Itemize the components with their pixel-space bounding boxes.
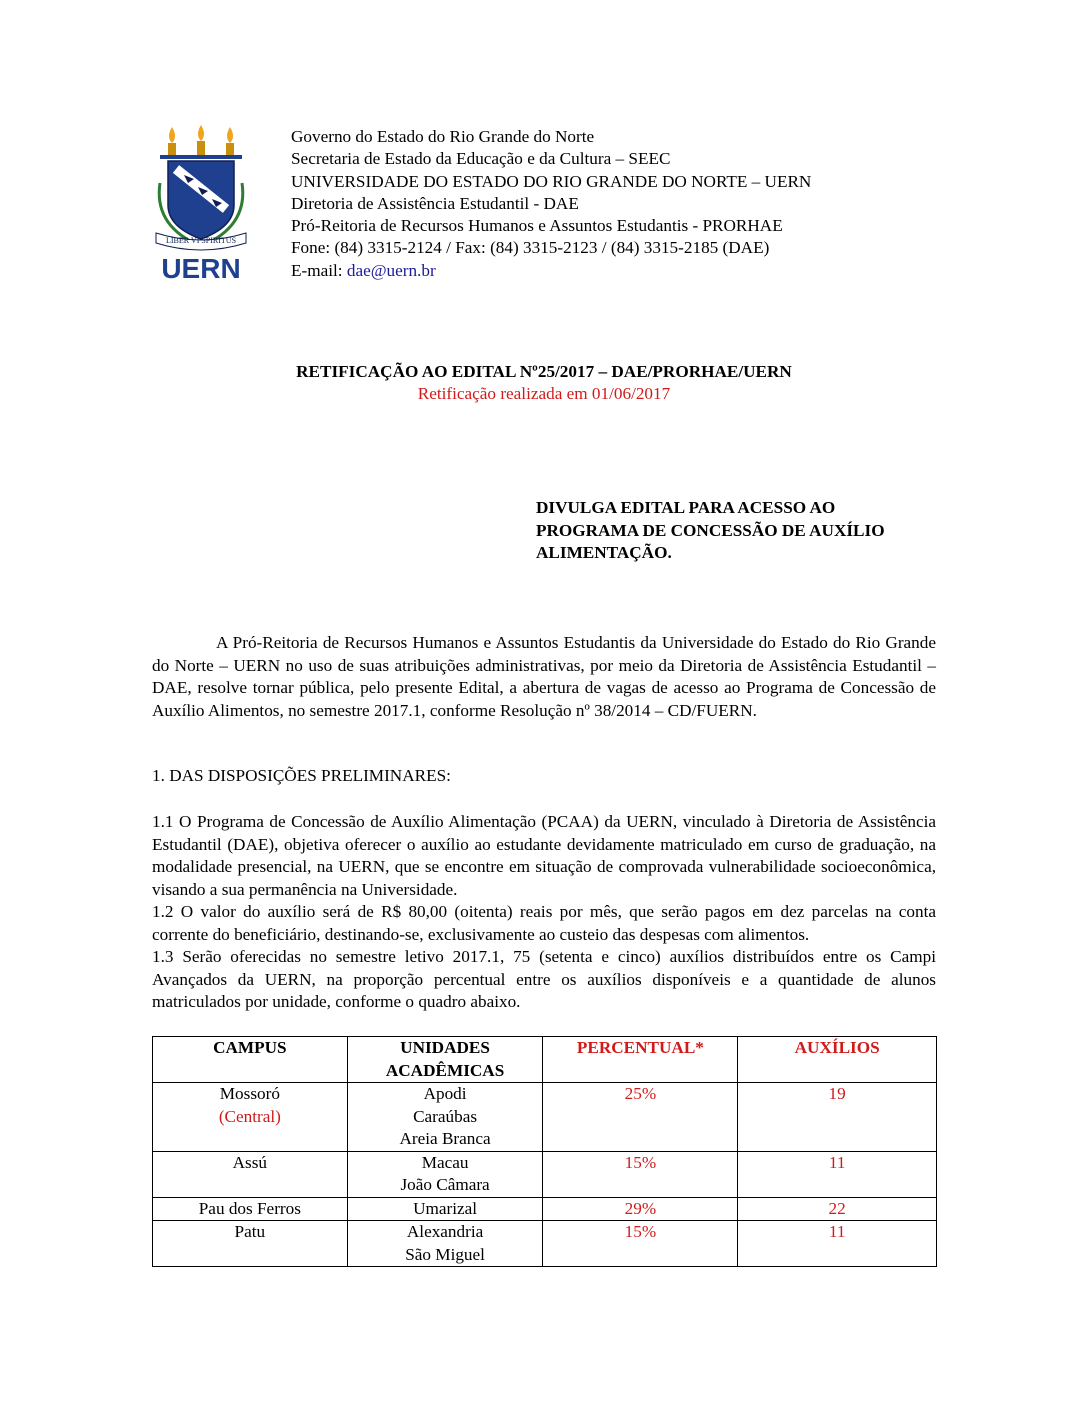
campus-cell bbox=[153, 1221, 348, 1267]
table-row bbox=[153, 1197, 937, 1221]
unit-name: Caraúbas bbox=[413, 1106, 478, 1126]
table-row bbox=[153, 1151, 937, 1197]
units-cell bbox=[347, 1151, 543, 1197]
section-heading: 1. DAS DISPOSIÇÕES PRELIMINARES: bbox=[152, 766, 451, 785]
count-cell: 11 bbox=[738, 1221, 937, 1267]
unit-name: Umarizal bbox=[413, 1198, 478, 1218]
percent-cell: 29% bbox=[543, 1197, 738, 1221]
count-cell: 19 bbox=[738, 1083, 937, 1152]
campus-name: Mossoró bbox=[219, 1084, 280, 1103]
header-line-university: UNIVERSIDADE DO ESTADO DO RIO GRANDE DO NORTE – UERN bbox=[291, 171, 812, 191]
title-block bbox=[0, 361, 1088, 405]
header-line-phone: Fone: (84) 3315-2124 / Fax: (84) 3315-2123 / (84) 3315-2185 (DAE) bbox=[291, 238, 770, 258]
campus-cell bbox=[153, 1151, 348, 1197]
email-link[interactable]: dae@uern.br bbox=[346, 260, 436, 280]
campus-cell bbox=[153, 1197, 348, 1221]
paragraph-1-3: 1.3 Serão oferecidas no semestre letivo 2017.1, 75 (setenta e cinco) auxílios distribuídos entre os Campi Avançados da UERN, na proporção percentual entre os auxílios disponíveis e a quantidade de alunos matriculados por unidade, conforme o quadro abaixo. bbox=[152, 947, 936, 1011]
unit-name: Apodi bbox=[423, 1084, 467, 1103]
header-line-dae: Diretoria de Assistência Estudantil - DAE bbox=[291, 193, 579, 213]
campus-cell bbox=[153, 1083, 348, 1152]
header-line-prorhae: Pró-Reitoria de Recursos Humanos e Assuntos Estudantis - PRORHAE bbox=[291, 216, 783, 236]
percent-cell: 25% bbox=[543, 1083, 738, 1152]
header-line-secretariat: Secretaria de Estado da Educação e da Cultura – SEEC bbox=[291, 149, 671, 169]
header-percent: PERCENTUAL* bbox=[543, 1037, 738, 1083]
intro-paragraph: A Pró-Reitoria de Recursos Humanos e Assuntos Estudantis da Universidade do Estado do Rio Grande do Norte – UERN no uso de suas atribuições administrativas, por meio da Diretoria de Assistência Estudantil – DAE, resolve tornar pública, pelo presente Edital, a abertura de vagas de acesso ao Programa de Concessão de Auxílio Alimentos, no semestre 2017.1, conforme Resolução nº 38/2014 – CD/FUERN. bbox=[152, 633, 936, 720]
unit-name: São Miguel bbox=[405, 1244, 485, 1264]
uern-logo bbox=[150, 123, 252, 283]
campus-name: Patu bbox=[234, 1222, 266, 1241]
svg-text:LIBER VI SPIRITUS: LIBER VI SPIRITUS bbox=[165, 236, 237, 245]
table-row bbox=[153, 1221, 937, 1267]
percent-cell: 15% bbox=[543, 1221, 738, 1267]
unit-name: João Câmara bbox=[400, 1175, 490, 1194]
svg-text:UERN: UERN bbox=[161, 253, 241, 283]
unit-name: Macau bbox=[421, 1152, 469, 1172]
campus-name: Pau dos Ferros bbox=[198, 1198, 301, 1218]
paragraph-1-2: 1.2 O valor do auxílio será de R$ 80,00 (oitenta) reais por mês, que serão pagos em dez parcelas na conta corrente do beneficiário, destinando-se, exclusivamente ao custeio das despesas com alimentos. bbox=[152, 902, 936, 944]
email-label: E-mail: bbox=[291, 260, 347, 280]
units-cell bbox=[347, 1197, 543, 1221]
rectification-date: Retificação realizada em 01/06/2017 bbox=[417, 384, 671, 403]
count-cell: 11 bbox=[738, 1151, 937, 1197]
table-row bbox=[153, 1083, 937, 1152]
header-line-email bbox=[291, 260, 811, 282]
table-header-row bbox=[153, 1037, 937, 1083]
distribution-table bbox=[152, 1036, 937, 1267]
document-title: RETIFICAÇÃO AO EDITAL Nº25/2017 – DAE/PRORHAE/UERN bbox=[296, 362, 792, 381]
edital-summary: DIVULGA EDITAL PARA ACESSO AO PROGRAMA DE CONCESSÃO DE AUXÍLIO ALIMENTAÇÃO. bbox=[536, 498, 885, 562]
percent-cell: 15% bbox=[543, 1151, 738, 1197]
units-cell bbox=[347, 1221, 543, 1267]
torches-icon bbox=[160, 125, 242, 159]
unit-name: Areia Branca bbox=[399, 1129, 491, 1148]
header-count: AUXÍLIOS bbox=[738, 1037, 937, 1083]
units-cell bbox=[347, 1083, 543, 1152]
paragraph-1-1: 1.1 O Programa de Concessão de Auxílio Alimentação (PCAA) da UERN, vinculado à Diretoria de Assistência Estudantil (DAE), objetiva oferecer o auxílio ao estudante devidamente matriculado em curso de graduação, na modalidade presencial, na UERN, que se encontre em situação de comprovada vulnerabilidade socioeconômica, visando a sua permanência na Universidade. bbox=[152, 812, 936, 899]
campus-note: (Central) bbox=[218, 1106, 281, 1126]
header-units: UNIDADES ACADÊMICAS bbox=[347, 1037, 543, 1083]
header-campus: CAMPUS bbox=[153, 1037, 348, 1083]
header-line-government: Governo do Estado do Rio Grande do Norte bbox=[291, 127, 595, 146]
count-cell: 22 bbox=[738, 1197, 937, 1221]
campus-name: Assú bbox=[232, 1152, 268, 1172]
unit-name: Alexandria bbox=[406, 1222, 484, 1241]
institution-header bbox=[291, 126, 811, 282]
